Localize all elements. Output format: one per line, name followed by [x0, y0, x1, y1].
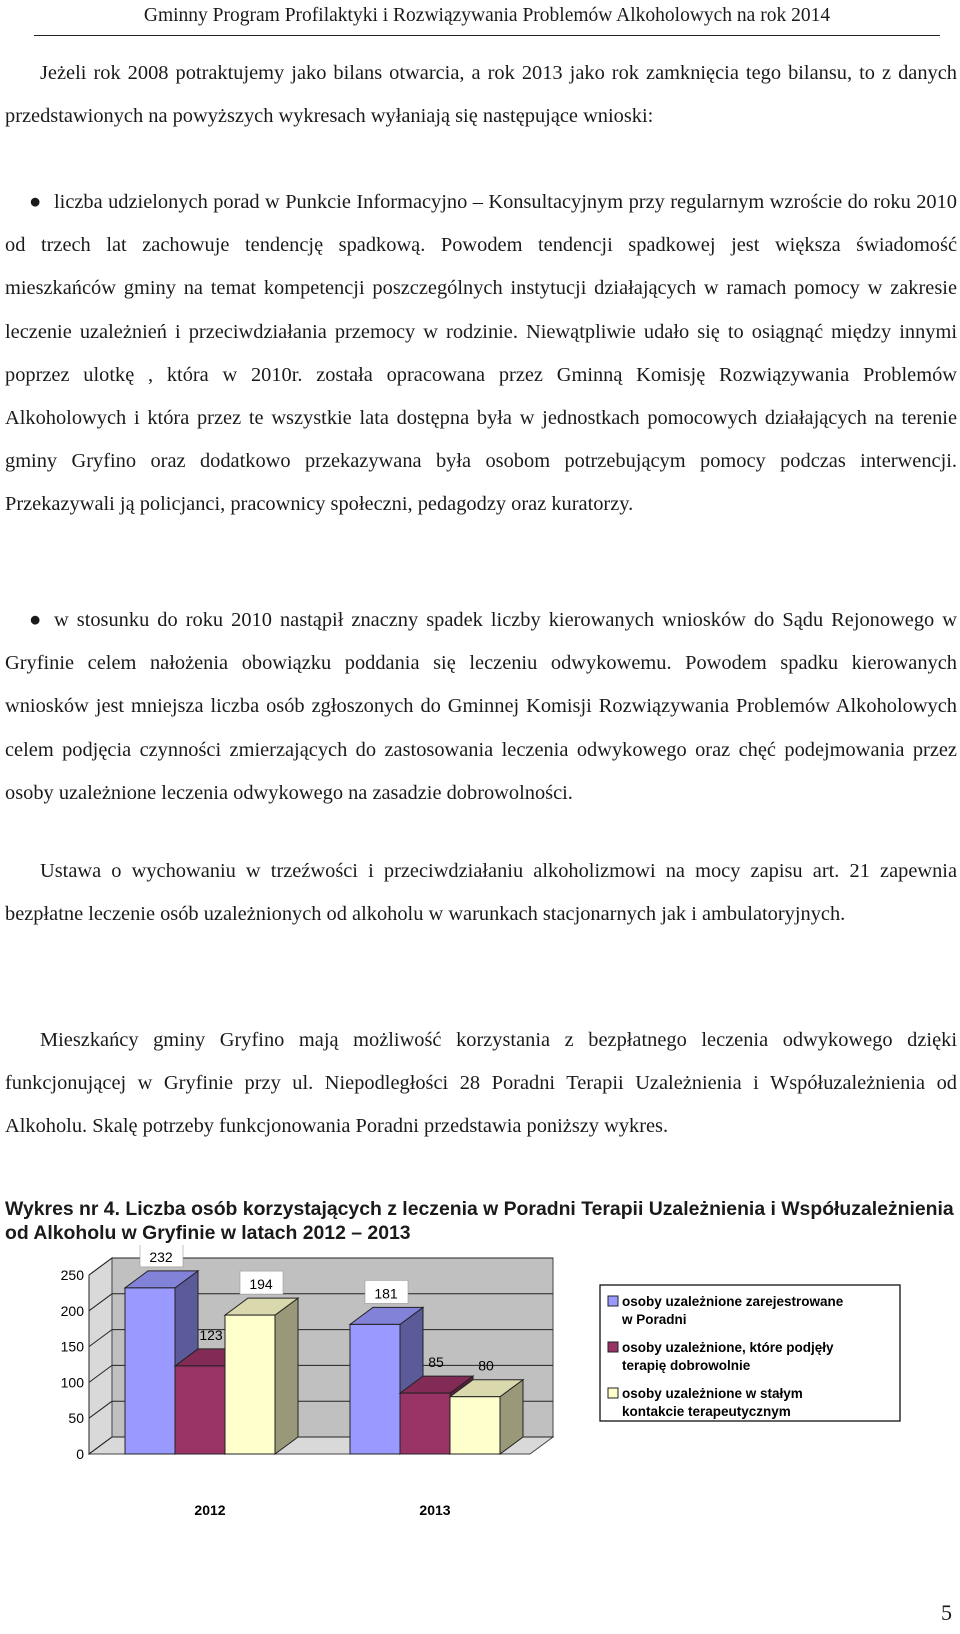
legend-label: osoby uzależnione, które podjęły: [622, 1340, 834, 1355]
data-label: 181: [374, 1285, 398, 1302]
ustawa-text: Ustawa o wychowaniu w trzeźwości i przeciwdziałaniu alkoholizmowi na mocy zapisu art. 21 zapewnia bezpłatne leczenie osób uzależnionych od alkoholu w warunkach stacjonarnych jak i ambulatoryjnych.: [5, 860, 957, 926]
legend-swatch: [608, 1342, 618, 1352]
poradnia-text: Mieszkańcy gminy Gryfino mają możliwość korzystania z bezpłatnego leczenia odwykowego dzięki funkcjonującej w Gryfinie przy ul. Niepodległości 28 Poradni Terapii Uzależnienia i Współuzależnienia od Alkoholu. Skalę potrzeby funkcjonowania Poradni przedstawia poniższy wykres.: [5, 1029, 957, 1138]
bullet-text-porady: liczba udzielonych porad w Punkcie Informacyjno – Konsultacyjnym przy regularnym wzroście do roku 2010 od trzech lat zachowuje tendencję spadkową. Powodem tendencji spadkowej jest większa świadomość mieszkańców gminy na temat kompetencji poszczególnych instytucji działających w ramach pomocy w zakresie leczenie uzależnień i przeciwdziałania przemocy w rodzinie. Niewątpliwie udało się to osiągnąć między innymi poprzez ulotkę , która w 2010r. została opracowana przez Gminną Komisję Rozwiązywania Problemów Alkoholowych i która przez te wszystkie lata dostępna była w jednostkach pomocowych działających na terenie gminy Gryfino oraz dodatkowo przekazywana była osobom potrzebującym pomocy podczas interwencji. Przekazywali ją policjanci, pracownicy społeczni, pedagodzy oraz kuratorzy.: [5, 191, 957, 516]
bar: [400, 1393, 450, 1454]
y-tick-label: 0: [76, 1446, 84, 1462]
bar: [125, 1288, 175, 1454]
bullet-text-wnioski: w stosunku do roku 2010 nastąpił znaczny spadek liczby kierowanych wniosków do Sądu Rejonowego w Gryfinie celem nałożenia obowiązku poddania się leczeniu odwykowemu. Powodem spadku kierowanych wniosków jest mniejsza liczba osób zgłoszonych do Gminnej Komisji Rozwiązywania Problemów Alkoholowych celem podjęcia czynności zmierzających do zastosowania leczenia odwykowego oraz chęć podejmowania przez osoby uzależnione leczenia odwykowego na zasadzie dobrowolności.: [5, 609, 957, 804]
legend-label: osoby uzależnione zarejestrowane: [622, 1294, 844, 1309]
header-title: Gminny Program Profilaktyki i Rozwiązywania Problemów Alkoholowych na rok 2014: [143, 5, 831, 26]
legend-label: w Poradni: [622, 1312, 687, 1327]
bar: [350, 1324, 400, 1454]
bar-side: [275, 1298, 298, 1454]
page-header: [34, 2, 940, 36]
bar: [450, 1397, 500, 1454]
page-number: 5: [941, 1600, 952, 1625]
bullet-dot-icon: ●: [29, 609, 42, 631]
legend-swatch: [608, 1296, 618, 1306]
poradnia-paragraph: [5, 1019, 957, 1149]
legend-label: osoby uzależnione w stałym: [622, 1386, 803, 1401]
bullet-dot-icon: ●: [29, 191, 42, 213]
data-label: 194: [249, 1276, 273, 1293]
bar: [225, 1315, 275, 1454]
bullet-item-wnioski: [5, 599, 957, 815]
data-label: 232: [149, 1248, 173, 1265]
intro-paragraph: [5, 52, 957, 138]
bar: [175, 1366, 225, 1454]
x-tick-label: 2013: [419, 1502, 451, 1518]
data-label: 123: [199, 1326, 223, 1343]
y-tick-label: 50: [68, 1410, 84, 1427]
y-tick-label: 100: [60, 1374, 84, 1391]
y-tick-label: 250: [60, 1267, 84, 1283]
y-tick-label: 200: [60, 1302, 84, 1319]
ustawa-paragraph: [5, 850, 957, 936]
bar-chart: [0, 1245, 960, 1545]
data-label: 85: [428, 1354, 444, 1371]
legend-swatch: [608, 1388, 618, 1398]
x-tick-label: 2012: [194, 1502, 226, 1518]
chart-side-wall: [89, 1258, 112, 1454]
legend-label: kontakcie terapeutycznym: [622, 1404, 791, 1419]
intro-text: Jeżeli rok 2008 potraktujemy jako bilans otwarcia, a rok 2013 jako rok zamknięcia tego bilansu, to z danych przedstawionych na powyższych wykresach wyłaniają się następujące wnioski:: [5, 62, 957, 128]
bullet-item-porady: [5, 181, 957, 527]
data-label: 80: [478, 1357, 494, 1374]
chart-caption: Wykres nr 4. Liczba osób korzystających z leczenia w Poradni Terapii Uzależnienia i Współuzależnienia od Alkoholu w Gryfinie w latach 2012 – 2013: [5, 1198, 954, 1244]
y-tick-label: 150: [60, 1338, 84, 1355]
legend-label: terapię dobrowolnie: [622, 1358, 751, 1373]
